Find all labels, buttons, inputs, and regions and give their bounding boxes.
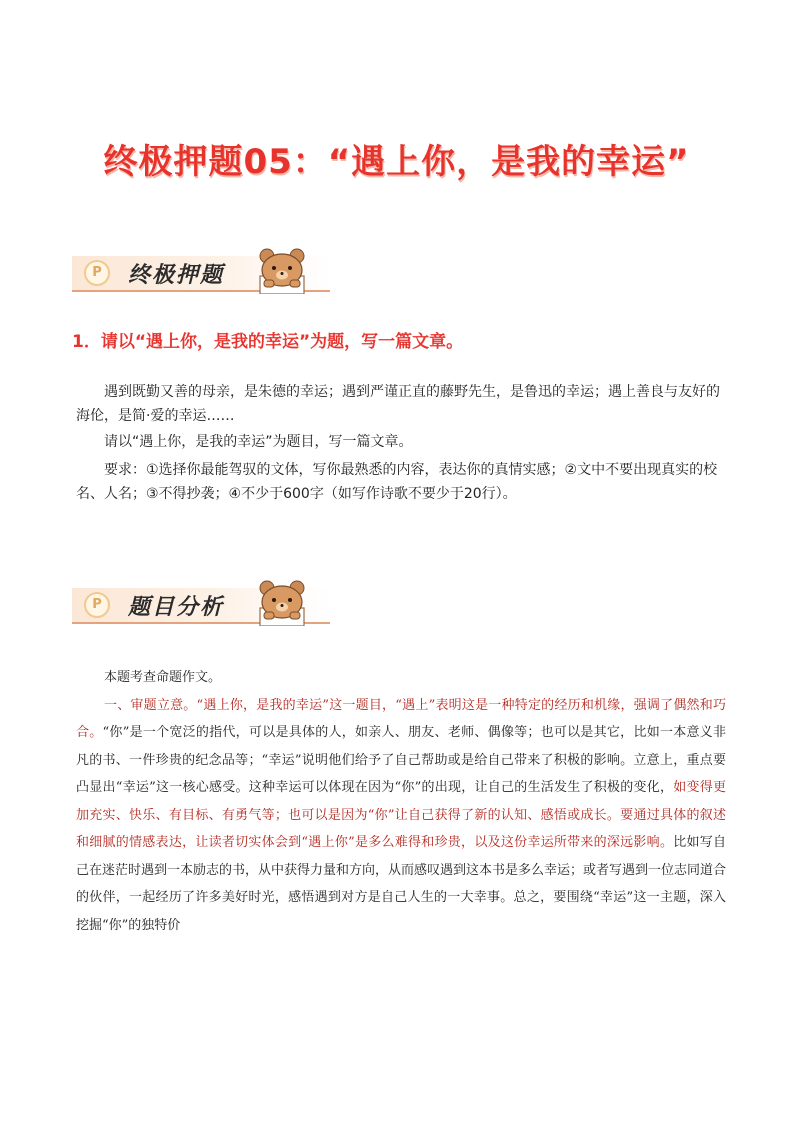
analysis-intro: 本题考查命题作文。 [104,670,222,685]
coin-icon: P [84,592,110,618]
question-heading: 1．请以“遇上你，是我的幸运”为题，写一篇文章。 [72,332,464,352]
section-banner-final-prediction [72,246,330,294]
banner-label: 题目分析 [128,595,225,620]
question-paragraph: 请以“遇上你，是我的幸运”为题目，写一篇文章。 [104,434,413,450]
bear-icon [254,578,310,626]
analysis-highlight: 一、审题立意。“遇上你，是我的幸运”这一题目，“遇上”表明这是一种特定的经历和机缘，强调了偶然和巧合。 [76,697,726,740]
analysis-paragraph [76,692,726,940]
question-paragraph: 遇到既勤又善的母亲，是朱德的幸运；遇到严谨正直的藤野先生，是鲁迅的幸运；遇上善良与友好的海伦，是简·爱的幸运…… [76,384,720,424]
coin-icon: P [84,260,110,286]
page-title: 终极押题05：“遇上你，是我的幸运” [103,142,690,182]
bear-icon [254,246,310,294]
analysis-text: “你”是一个宽泛的指代，可以是具体的人，如亲人、朋友、老师、偶像等；也可以是其它，比如一本意义非凡的书、一件珍贵的纪念品等；“幸运”说明他们给予了自己帮助或是给自己带来了积极的影响。立意上，重点要凸显出“幸运”这一核心感受。这种幸运可以体现在因为“你”的出现，让自己的生活发生了积极的变化， [76,725,726,795]
question-body [76,380,726,506]
question-paragraph: 要求：①选择你最能驾驭的文体，写你最熟悉的内容，表达你的真情实感；②文中不要出现真实的校名、人名；③不得抄袭；④不少于600字（如写作诗歌不要少于20行）。 [76,462,718,502]
banner-label: 终极押题 [128,263,225,288]
analysis-body [76,664,726,939]
analysis-highlight: 如变得更加充实、快乐、有目标、有勇气等；也可以是因为“你”让自己获得了新的认知、感悟或成长。要通过具体的叙述和细腻的情感表达，让读者切实体会到“遇上你”是多么难得和珍贵，以及这份幸运所带来的深远影响。 [76,780,726,850]
section-banner-question-analysis [72,578,330,626]
analysis-text: 比如写自己在迷茫时遇到一本励志的书，从中获得力量和方向，从而感叹遇到这本书是多么幸运；或者写遇到一位志同道合的伙伴，一起经历了许多美好时光，感悟遇到对方是自己人生的一大幸事。总之，要围绕“幸运”这一主题，深入挖掘“你”的独特价 [76,835,727,933]
